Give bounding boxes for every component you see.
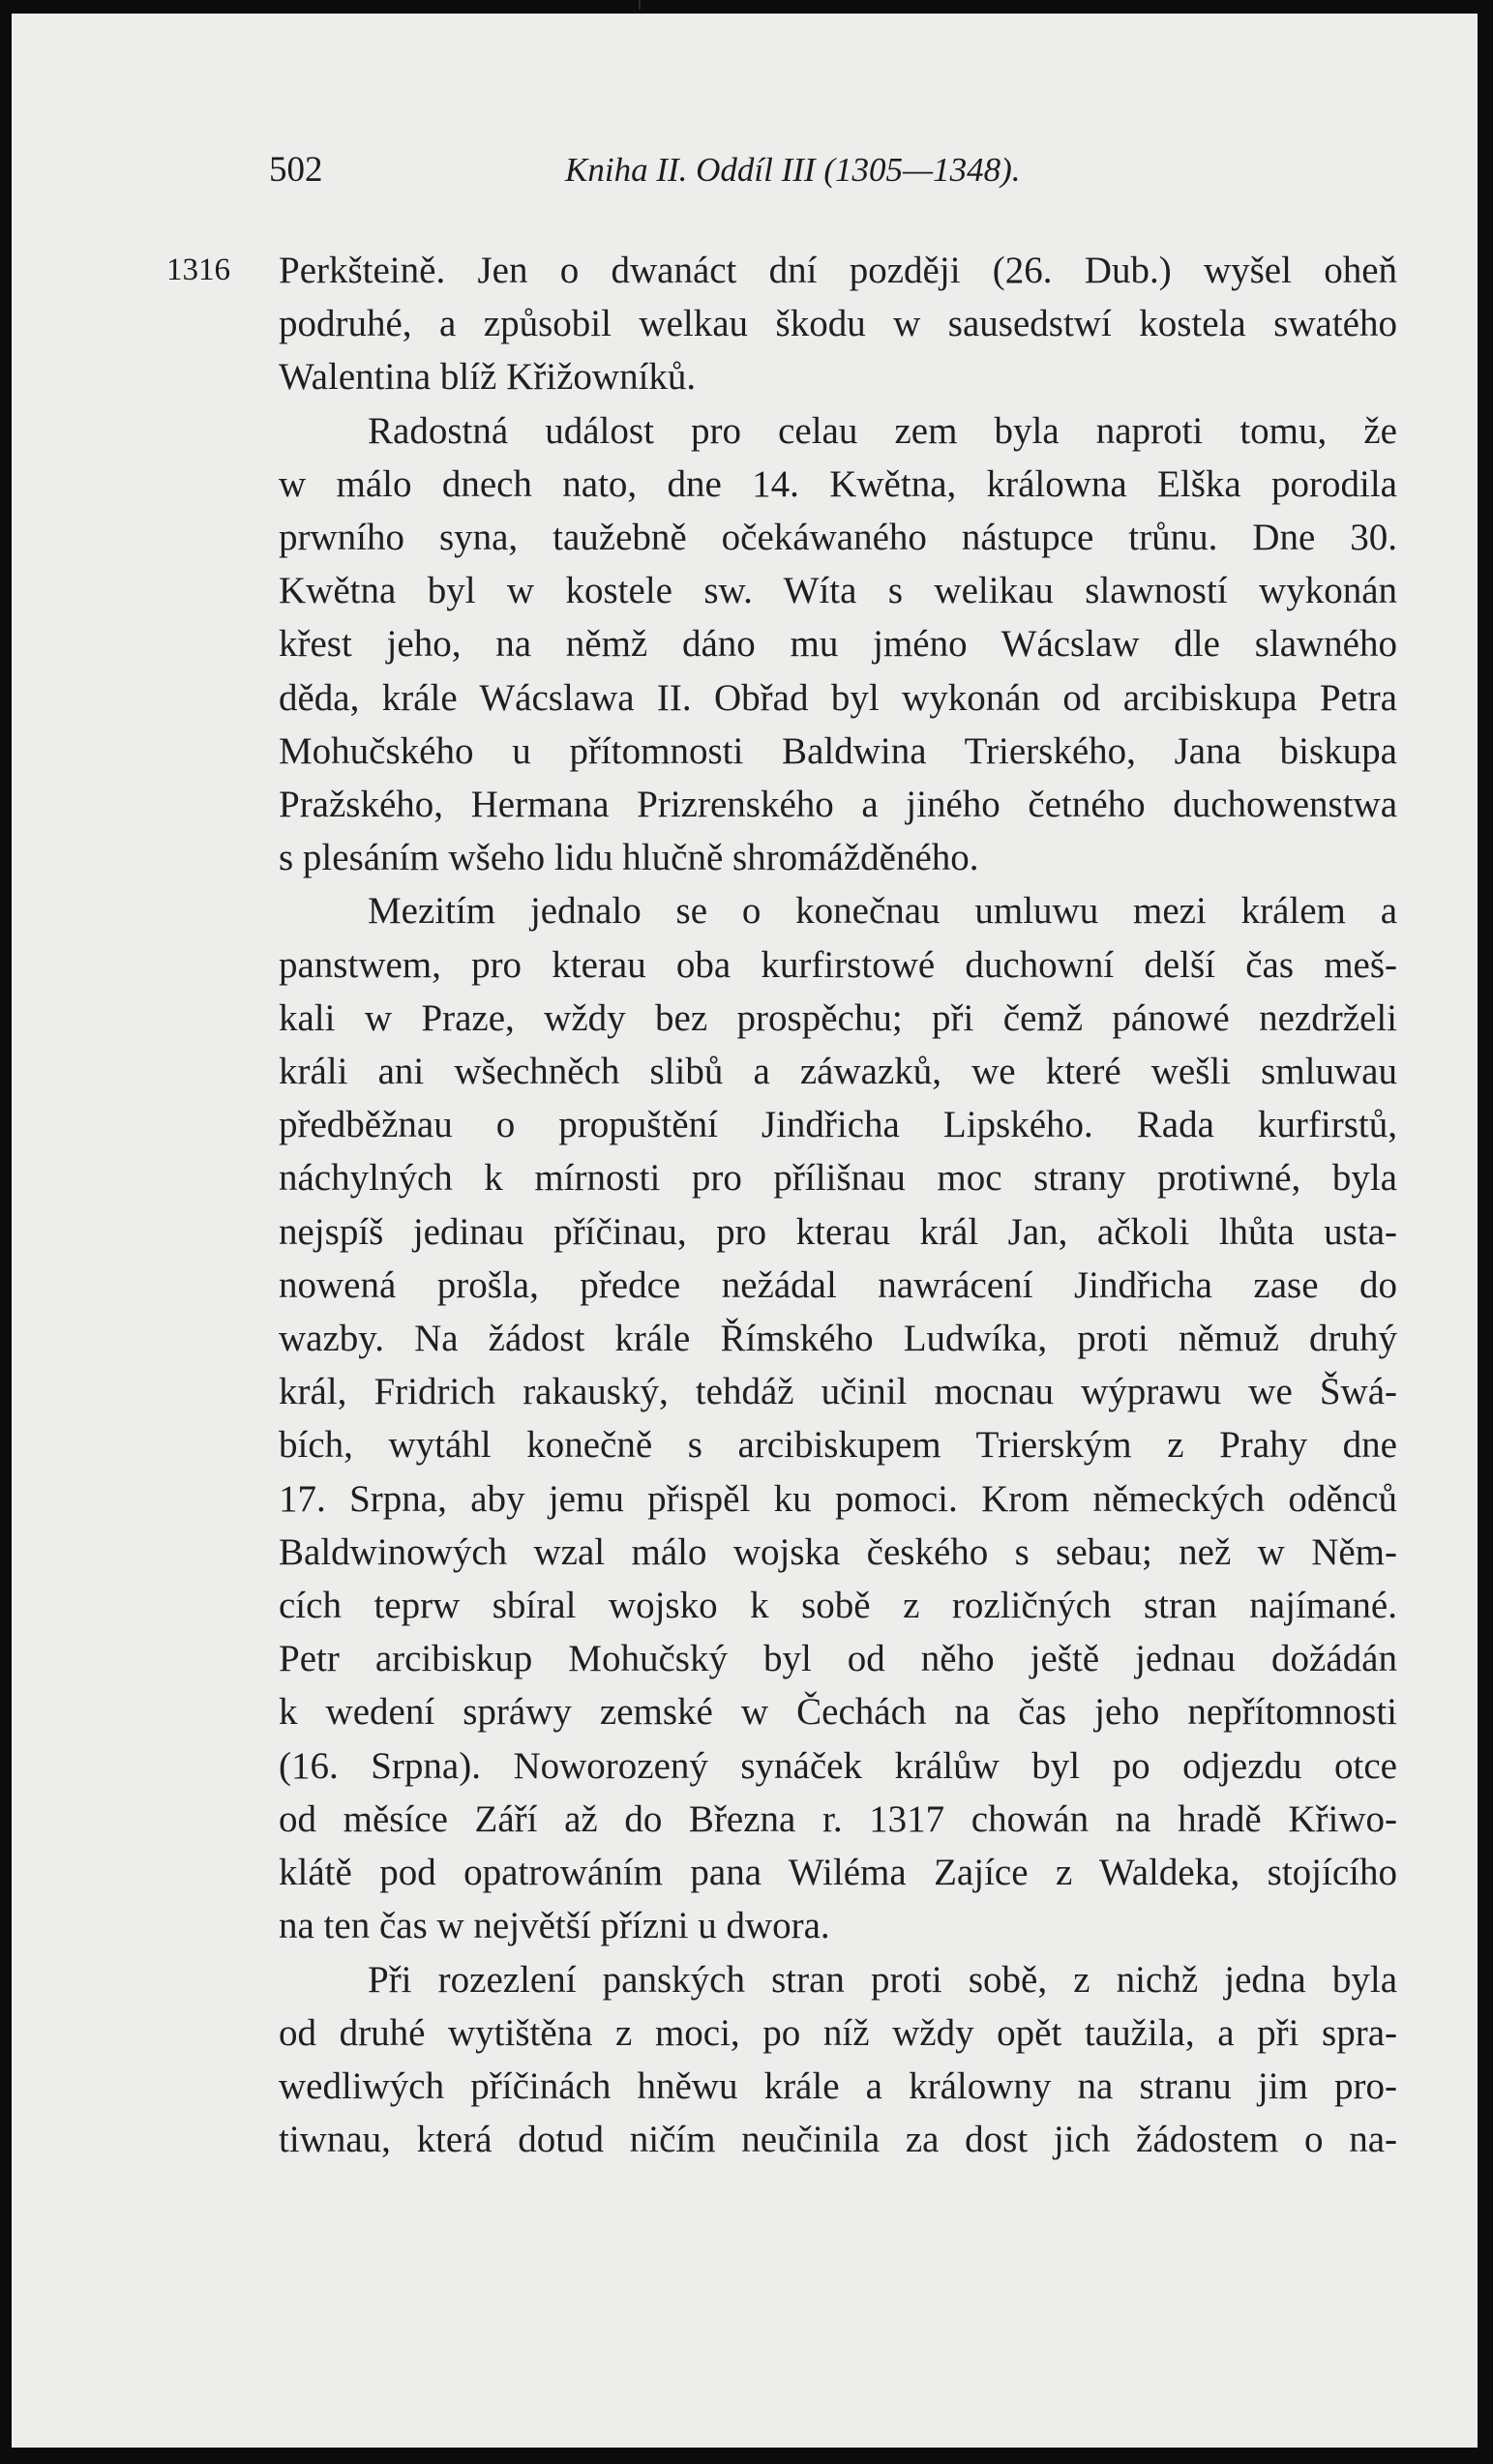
text-line: králi ani wšechněch slibů a záwazků, we které wešli smluwau <box>279 1051 1397 1093</box>
text-line: Při rozezlení panských stran proti sobě, z nichž jedna byla <box>368 1958 1397 2001</box>
text-line: k wedení spráwy zemské w Čechách na čas jeho nepřítomnosti <box>279 1691 1397 1734</box>
page-header <box>269 149 1401 207</box>
text-line: Mohučského u přítomnosti Baldwina Trierského, Jana biskupa <box>279 729 1397 772</box>
scan-edge-mark <box>639 0 641 10</box>
text-line: Radostná událost pro celau zem byla naproti tomu, že <box>368 409 1397 452</box>
text-line: w málo dnech nato, dne 14. Kwětna, králowna Elška porodila <box>279 462 1397 505</box>
text-line: Walentina blíž Křižowníků. <box>279 356 697 399</box>
margin-year: 1316 <box>166 252 230 287</box>
running-head: Kniha II. Oddíl III (1305—1348). <box>565 151 1021 189</box>
text-line: předběžnau o propuštění Jindřicha Lipského. Rada kurfirstů, <box>279 1104 1397 1146</box>
text-line: od druhé wytištěna z moci, po níž wždy opět taužila, a při spra- <box>279 2011 1397 2054</box>
book-page <box>12 14 1478 2448</box>
text-line: 17. Srpna, aby jemu přispěl ku pomoci. Krom německých oděnců <box>279 1477 1397 1520</box>
text-line: od měsíce Září až do Března r. 1317 chowán na hradě Křiwo- <box>279 1797 1397 1840</box>
text-line: wazby. Na žádost krále Římského Ludwíka, proti němuž druhý <box>279 1318 1397 1360</box>
text-line: klátě pod opatrowáním pana Wiléma Zajíce z Waldeka, stojícího <box>279 1852 1397 1894</box>
text-line: s plesáním wšeho lidu hlučně shromážděného. <box>279 837 979 879</box>
text-line: Petr arcibiskup Mohučský byl od něho ještě jednau dožádán <box>279 1638 1397 1680</box>
text-line: děda, krále Wácslawa II. Obřad byl wykonán od arcibiskupa Petra <box>279 676 1397 719</box>
text-line: křest jeho, na němž dáno mu jméno Wácslaw dle slawného <box>279 623 1397 666</box>
text-line: kali w Praze, wždy bez prospěchu; při čemž pánowé nezdrželi <box>279 996 1397 1039</box>
text-line: král, Fridrich rakauský, tehdáž učinil mocnau wýprawu we Šwá- <box>279 1371 1397 1413</box>
text-line: cích teprw sbíral wojsko k sobě z rozličných stran najímané. <box>279 1585 1397 1627</box>
text-line: Mezitím jednalo se o konečnau umluwu mezi králem a <box>368 890 1397 933</box>
text-line: prwního syna, taužebně očekáwaného nástupce trůnu. Dne 30. <box>279 517 1397 559</box>
text-line: náchylných k mírnosti pro přílišnau moc strany protiwné, byla <box>279 1157 1397 1200</box>
text-line: Baldwinowých wzal málo wojska českého s sebau; než w Něm- <box>279 1530 1397 1573</box>
page-number: 502 <box>269 150 323 190</box>
text-line: nejspíš jedinau příčinau, pro kterau král Jan, ačkoli lhůta usta- <box>279 1210 1397 1253</box>
text-line: (16. Srpna). Noworozený synáček králůw byl po odjezdu otce <box>279 1744 1397 1787</box>
text-line: wedliwých příčinách hněwu krále a králowny na stranu jim pro- <box>279 2064 1397 2107</box>
text-line: na ten čas w největší přízni u dwora. <box>279 1905 830 1947</box>
text-line: nowená prošla, předce nežádal nawrácení Jindřicha zase do <box>279 1263 1397 1306</box>
text-line: bích, wytáhl konečně s arcibiskupem Trierským z Prahy dne <box>279 1424 1397 1467</box>
text-line: podruhé, a způsobil welkau škodu w sausedstwí kostela swatého <box>279 303 1397 345</box>
text-line: tiwnau, která dotud ničím neučinila za dost jich žádostem o na- <box>279 2119 1397 2161</box>
text-line: Kwětna byl w kostele sw. Wíta s welikau slawností wykonán <box>279 570 1397 612</box>
body-text <box>279 244 1397 2166</box>
text-line: Pražského, Hermana Prizrenského a jiného četného duchowenstwa <box>279 784 1397 826</box>
text-line: Perkšteině. Jen o dwanáct dní později (26. Dub.) wyšel oheň <box>279 250 1397 291</box>
text-line: panstwem, pro kterau oba kurfirstowé duchowní delší čas meš- <box>279 943 1397 986</box>
